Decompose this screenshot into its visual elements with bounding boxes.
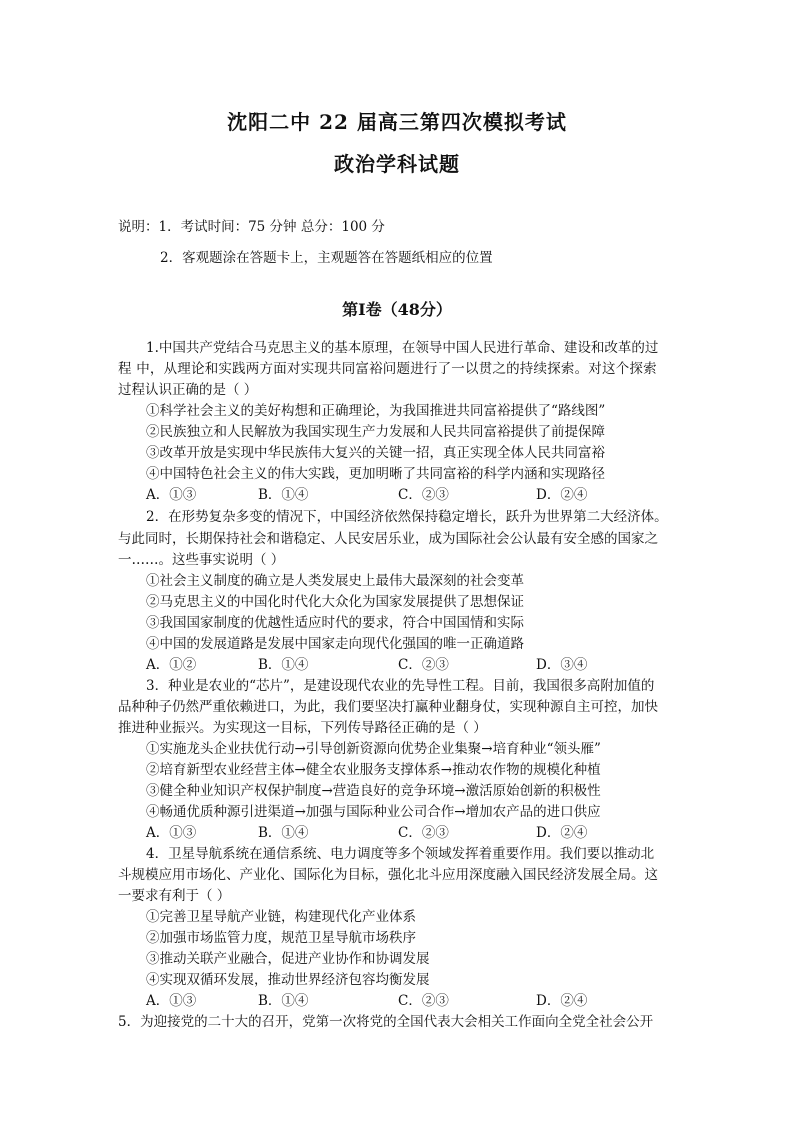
q2-item-3: ③我国国家制度的优越性适应时代的要求，符合中国国情和实际 xyxy=(146,615,524,631)
q1-option-a: A．①③ xyxy=(146,487,197,503)
q3-item-3: ③健全种业知识产权保护制度→营造良好的竞争环境→激活原始创新的积极性 xyxy=(146,783,601,799)
note-line-1: 说明：1．考试时间：75 分钟 总分：100 分 xyxy=(118,219,385,235)
section-title: 第Ⅰ卷（48分） xyxy=(342,300,452,319)
q2-item-4: ④中国的发展道路是发展中国家走向现代化强国的唯一正确道路 xyxy=(146,636,524,652)
q4-option-d: D．②④ xyxy=(536,993,588,1009)
q1-stem-2: 程 中，从理论和实践两方面对实现共同富裕问题进行了一以贯之的持续探索。对这个探索 xyxy=(118,361,657,377)
q3-stem-1: 3．种业是农业的“芯片”，是建设现代农业的先导性工程。目前，我国很多高附加值的 xyxy=(146,678,655,694)
q4-stem-3: 一要求有利于（ ） xyxy=(118,888,231,904)
q3-option-a: A．①③ xyxy=(146,825,197,841)
q1-stem-1: 1.中国共产党结合马克思主义的基本原理，在领导中国人民进行革命、建设和改革的过 xyxy=(146,340,659,356)
q1-item-3: ③改革开放是实现中华民族伟大复兴的关键一招，真正实现全体人民共同富裕 xyxy=(146,445,605,461)
q2-option-c: C．②③ xyxy=(398,657,449,673)
note-line-2: 2．客观题涂在答题卡上，主观题答在答题纸相应的位置 xyxy=(160,250,493,266)
q2-option-d: D．③④ xyxy=(536,657,588,673)
q4-item-3: ③推动关联产业融合，促进产业协作和协调发展 xyxy=(146,951,430,967)
q3-item-1: ①实施龙头企业扶优行动→引导创新资源向优势企业集聚→培育种业“领头雁” xyxy=(146,741,601,757)
q4-item-4: ④实现双循环发展，推动世界经济包容均衡发展 xyxy=(146,972,430,988)
q2-option-b: B．①④ xyxy=(258,657,309,673)
q2-stem-1: 2．在形势复杂多变的情况下，中国经济依然保持稳定增长，跃升为世界第二大经济体。 xyxy=(146,509,668,525)
q3-stem-3: 推进种业振兴。为实现这一目标，下列传导路径正确的是（ ） xyxy=(118,720,487,736)
q2-stem-3: 一……。这些事实说明（ ） xyxy=(118,552,285,568)
q1-option-b: B．①④ xyxy=(258,487,309,503)
q2-option-a: A．①② xyxy=(146,657,197,673)
q3-stem-2: 品种种子仍然严重依赖进口，为此，我们要坚决打赢种业翻身仗，实现种源自主可控，加快 xyxy=(118,699,658,715)
q4-item-2: ②加强市场监管力度，规范卫星导航市场秩序 xyxy=(146,930,416,946)
q3-item-4: ④畅通优质种源引进渠道→加强与国际种业公司合作→增加农产品的进口供应 xyxy=(146,804,601,820)
q4-option-c: C．②③ xyxy=(398,993,449,1009)
q5-stem-1: 5．为迎接党的二十大的召开，党第一次将党的全国代表大会相关工作面向全党全社会公开 xyxy=(118,1014,654,1030)
q1-stem-3: 过程认识正确的是（ ） xyxy=(118,382,258,398)
q1-item-1: ①科学社会主义的美好构想和正确理论，为我国推进共同富裕提供了“路线图” xyxy=(146,403,606,419)
q4-stem-2: 斗规模应用市场化、产业化、国际化为目标，强化北斗应用深度融入国民经济发展全局。这 xyxy=(118,867,658,883)
q4-option-b: B．①④ xyxy=(258,993,309,1009)
q2-item-1: ①社会主义制度的确立是人类发展史上最伟大最深刻的社会变革 xyxy=(146,573,524,589)
q3-item-2: ②培育新型农业经营主体→健全农业服务支撑体系→推动农作物的规模化种植 xyxy=(146,762,601,778)
exam-title: 沈阳二中 22 届高三第四次模拟考试 xyxy=(227,110,567,134)
q1-option-d: D．②④ xyxy=(536,487,588,503)
q1-item-4: ④中国特色社会主义的伟大实践，更加明晰了共同富裕的科学内涵和实现路径 xyxy=(146,466,605,482)
q3-option-d: D．②④ xyxy=(536,825,588,841)
q2-stem-2: 与此同时，长期保持社会和谐稳定、人民安居乐业，成为国际社会公认最有安全感的国家之 xyxy=(118,531,658,547)
q4-item-1: ①完善卫星导航产业链，构建现代化产业体系 xyxy=(146,909,416,925)
q3-option-c: C．②③ xyxy=(398,825,449,841)
q1-option-c: C．②③ xyxy=(398,487,449,503)
q4-option-a: A．①③ xyxy=(146,993,197,1009)
q4-stem-1: 4．卫星导航系统在通信系统、电力调度等多个领域发挥着重要作用。我们要以推动北 xyxy=(146,846,655,862)
q3-option-b: B．①④ xyxy=(258,825,309,841)
q1-item-2: ②民族独立和人民解放为我国实现生产力发展和人民共同富裕提供了前提保障 xyxy=(146,424,605,440)
q2-item-2: ②马克思主义的中国化时代化大众化为国家发展提供了思想保证 xyxy=(146,594,524,610)
exam-subtitle: 政治学科试题 xyxy=(334,152,460,176)
